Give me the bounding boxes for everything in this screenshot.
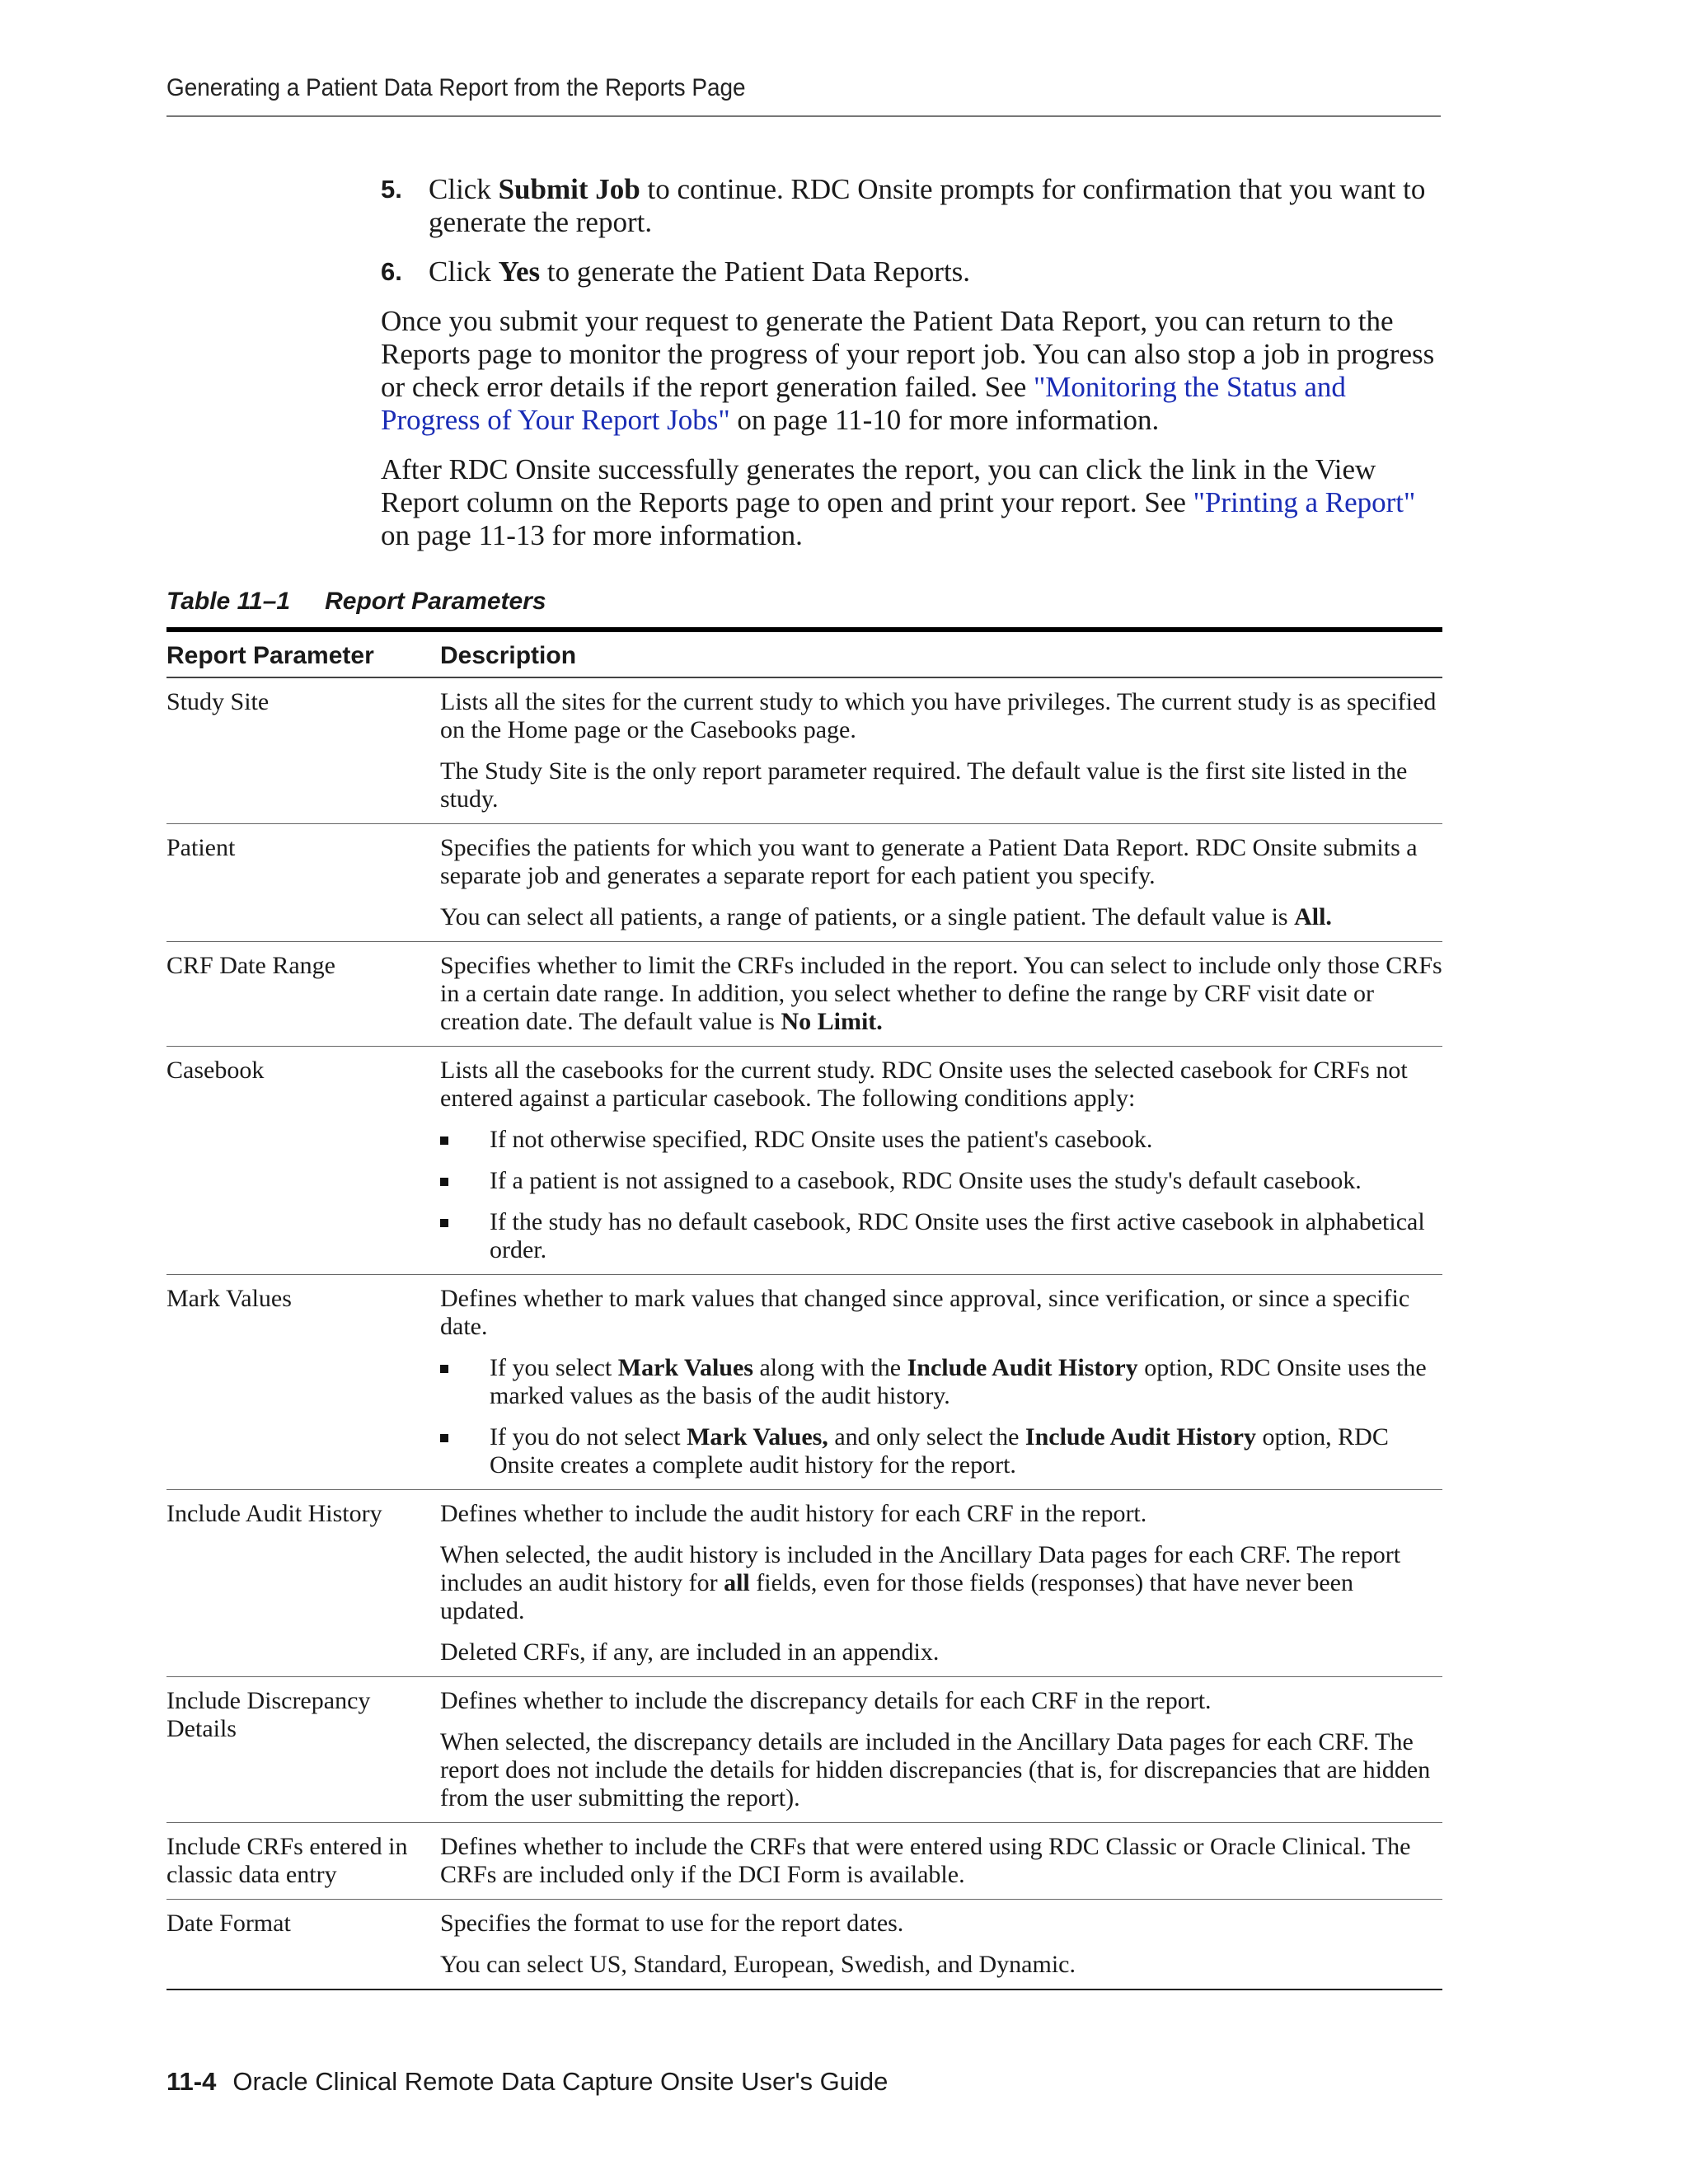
link-printing-report[interactable]: "Printing a Report" [1193, 486, 1416, 518]
description-cell [440, 942, 1442, 1047]
list-item: If you do not select Mark Values, and only select the Include Audit History option, RDC Onsite creates a complete audit history for the report. [440, 1423, 1442, 1479]
param-cell: Include Discrepancy Details [166, 1677, 440, 1823]
bullet-square-icon [440, 1365, 448, 1373]
param-cell: Mark Values [166, 1275, 440, 1490]
param-cell: CRF Date Range [166, 942, 440, 1047]
column-header-description: Description [440, 630, 1442, 677]
description-text: The Study Site is the only report parameter required. The default value is the first site listed in the study. [440, 757, 1408, 813]
description-cell [440, 824, 1442, 942]
book-title: Oracle Clinical Remote Data Capture Onsite User's Guide [232, 2067, 889, 2096]
step-5 [381, 173, 1444, 239]
param-cell: Study Site [166, 677, 440, 824]
description-text: When selected, the audit history is included in the Ancillary Data pages for each CRF. The report includes an audit history for all fields, even for those fields (responses) that have never been updated. [440, 1541, 1401, 1624]
step-number: 6. [381, 257, 402, 286]
description-text: Specifies the patients for which you want to generate a Patient Data Report. RDC Onsite submits a separate job and generates a separate report for each patient you specify. [440, 834, 1418, 889]
description-text: Defines whether to include the CRFs that were entered using RDC Classic or Oracle Clinical. The CRFs are included only if the DCI Form is available. [440, 1833, 1411, 1888]
step-number: 5. [381, 175, 402, 204]
param-cell: Date Format [166, 1900, 440, 1990]
description-cell [440, 677, 1442, 824]
list-item: If the study has no default casebook, RDC Onsite uses the first active casebook in alphabetical order. [440, 1208, 1442, 1264]
table-row [166, 942, 1442, 1047]
running-header: Generating a Patient Data Report from the Reports Page [166, 74, 746, 101]
paragraph-printing: After RDC Onsite successfully generates the report, you can click the link in the View Report column on the Reports page to open and print your report. See "Printing a Report" on page 11-13 for more information. [381, 453, 1416, 551]
table-header-row [166, 630, 1442, 677]
column-header-parameter: Report Parameter [166, 630, 440, 677]
page-number: 11-4 [166, 2067, 217, 2096]
list-item: If not otherwise specified, RDC Onsite uses the patient's casebook. [440, 1126, 1442, 1154]
description-text: You can select US, Standard, European, Swedish, and Dynamic. [440, 1951, 1076, 1978]
description-cell [440, 1677, 1442, 1823]
bullet-square-icon [440, 1137, 448, 1145]
description-cell [440, 1275, 1442, 1490]
body-column [381, 173, 1444, 569]
description-text: When selected, the discrepancy details are included in the Ancillary Data pages for each CRF. The report does not include the details for hidden discrepancies (that is, for discrepancies that are hidden from the user submitting the report). [440, 1728, 1431, 1811]
description-text: Lists all the casebooks for the current study. RDC Onsite uses the selected casebook for CRFs not entered against a particular casebook. The following conditions apply: [440, 1057, 1408, 1112]
description-text: Defines whether to mark values that changed since approval, since verification, or since a specific date. [440, 1285, 1410, 1340]
description-cell [440, 1900, 1442, 1990]
table-row [166, 1823, 1442, 1900]
description-text: Defines whether to include the discrepancy details for each CRF in the report. [440, 1687, 1212, 1714]
step-text: Click Yes to generate the Patient Data Reports. [429, 255, 971, 288]
description-text: You can select all patients, a range of patients, or a single patient. The default value is All. [440, 903, 1332, 930]
bullet-square-icon [440, 1434, 448, 1442]
table-row [166, 677, 1442, 824]
description-text: Defines whether to include the audit history for each CRF in the report. [440, 1500, 1147, 1527]
table-row [166, 1677, 1442, 1823]
description-cell [440, 1047, 1442, 1275]
page-footer [166, 2067, 888, 2097]
bullet-list [440, 1126, 1442, 1264]
bullet-square-icon [440, 1178, 448, 1186]
table-row [166, 1047, 1442, 1275]
bullet-list [440, 1354, 1442, 1479]
table-caption-number: Table 11–1 [166, 588, 291, 615]
list-item: If a patient is not assigned to a casebook, RDC Onsite uses the study's default casebook. [440, 1167, 1442, 1195]
table-row [166, 1900, 1442, 1990]
link-monitoring-status[interactable]: "Monitoring the Status and Progress of Your Report Jobs" [381, 371, 1346, 436]
description-cell [440, 1490, 1442, 1677]
description-text: Lists all the sites for the current study to which you have privileges. The current study is as specified on the Home page or the Casebooks page. [440, 688, 1437, 743]
description-text: Specifies the format to use for the report dates. [440, 1910, 904, 1937]
report-parameters-table [166, 627, 1442, 1990]
paragraph-monitoring: Once you submit your request to generate the Patient Data Report, you can return to the Reports page to monitor the progress of your report job. You can also stop a job in progress or check error details if the report generation failed. See "Monitoring the Status and Progress of Your Report Jobs" on page 11-10 for more information. [381, 305, 1435, 436]
list-item: If you select Mark Values along with the Include Audit History option, RDC Onsite uses the marked values as the basis of the audit history. [440, 1354, 1442, 1410]
step-6 [381, 255, 1444, 288]
table-caption-title: Report Parameters [325, 588, 546, 615]
table-row [166, 1490, 1442, 1677]
description-text: Specifies whether to limit the CRFs included in the report. You can select to include only those CRFs in a certain date range. In addition, you select whether to define the range by CRF visit date or creation date. The default value is No Limit. [440, 952, 1442, 1035]
param-cell: Patient [166, 824, 440, 942]
table-caption [166, 588, 546, 616]
step-text: Click Submit Job to continue. RDC Onsite prompts for confirmation that you want to generate the report. [429, 173, 1426, 238]
table-row [166, 824, 1442, 942]
param-cell: Include CRFs entered in classic data entry [166, 1823, 440, 1900]
bullet-square-icon [440, 1219, 448, 1227]
description-cell [440, 1823, 1442, 1900]
param-cell: Casebook [166, 1047, 440, 1275]
description-text: Deleted CRFs, if any, are included in an appendix. [440, 1638, 940, 1666]
header-rule [166, 115, 1441, 117]
param-cell: Include Audit History [166, 1490, 440, 1677]
table-row [166, 1275, 1442, 1490]
